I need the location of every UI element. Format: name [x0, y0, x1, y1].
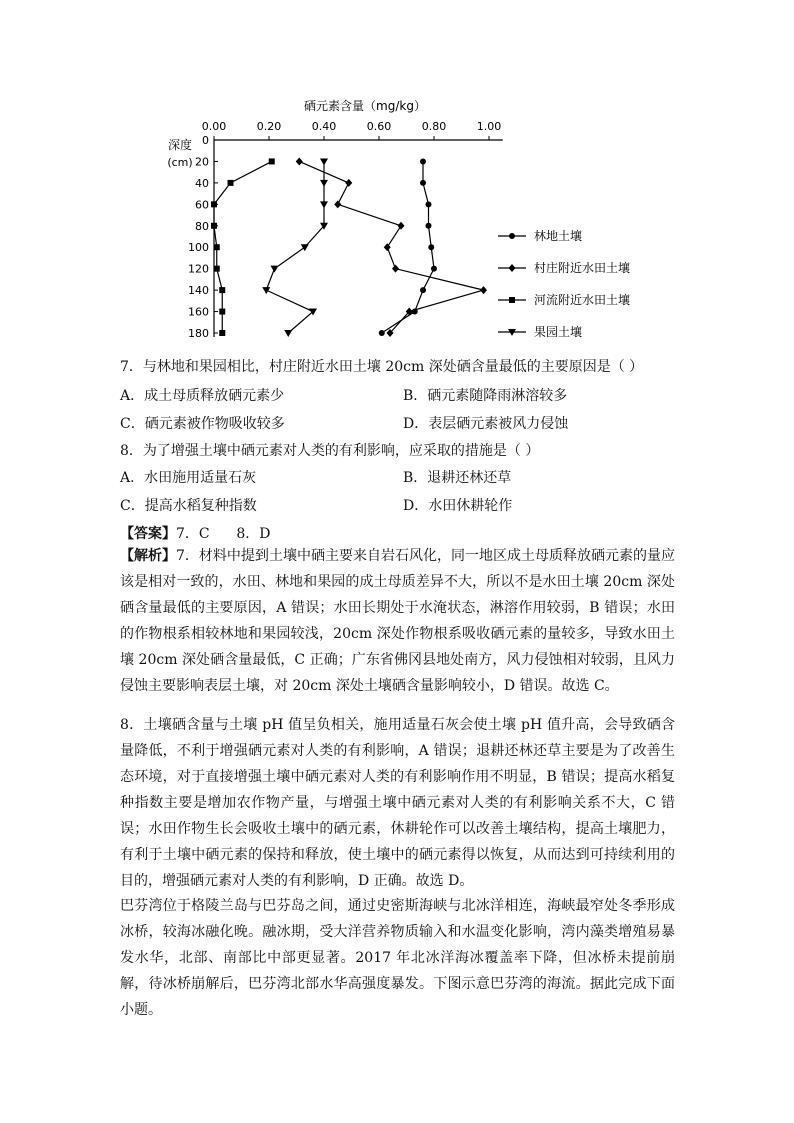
selenium-depth-chart — [150, 90, 650, 350]
answer-line — [120, 525, 270, 543]
data-point — [320, 158, 328, 165]
data-point — [320, 201, 328, 208]
y-tick-label: 60 — [195, 198, 209, 212]
series-3 — [211, 158, 275, 336]
legend-marker — [509, 233, 515, 239]
data-point — [211, 223, 217, 229]
series-4 — [262, 158, 328, 337]
data-point — [431, 266, 437, 272]
question-8-option-d: D．水田休耕轮作 — [403, 498, 513, 514]
x-tick-label: 0.60 — [366, 120, 392, 133]
question-7-stem: 7．与林地和果园相比，村庄附近水田土壤 20cm 深处硒含量最低的主要原因是（ ） — [120, 359, 644, 375]
data-point — [428, 244, 434, 250]
y-tick-label: 20 — [195, 155, 209, 169]
y-tick-label: 40 — [195, 176, 209, 190]
y-tick-label: 160 — [188, 305, 209, 319]
question-7-option-c: C．硒元素被作物吸收较多 — [120, 416, 285, 432]
data-point — [228, 180, 234, 186]
legend-label: 果园土壤 — [534, 325, 583, 339]
data-point — [219, 287, 225, 293]
x-tick-label: 0.20 — [256, 120, 282, 133]
question-8-option-b: B．退耕还林还草 — [403, 470, 512, 486]
series-line — [299, 161, 483, 333]
x-tick-label: 1.00 — [476, 120, 502, 133]
y-axis-unit: (cm) — [167, 156, 193, 169]
legend-marker — [509, 297, 515, 303]
legend-item-3 — [498, 292, 630, 307]
question-8-option-a: A．水田施用适量石灰 — [120, 470, 257, 486]
data-point — [271, 266, 279, 273]
data-point — [392, 265, 399, 273]
legend-item-4 — [498, 324, 582, 339]
series-line — [266, 161, 324, 333]
question-7-option-d: D．表层硒元素被风力侵蚀 — [403, 416, 569, 432]
passage-baffin-bay: 巴芬湾位于格陵兰岛与巴芬岛之间，通过史密斯海峡与北冰洋相连，海峡最窄处冬季形成冰桥，较海冰融化晚。融冰期，受大洋营养物质输入和水温变化影响，湾内藻类增殖易暴发水华，北部、南部比中部更显著。2017 年北冰洋海冰覆盖率下降，但冰桥未提前崩解，待冰桥崩解后，巴芬湾北部水华高强度暴发。下图示意巴芬湾的海流。据此完成下面小题。 — [120, 898, 675, 1018]
data-point — [214, 244, 220, 250]
answer-text: 7．C 8．D — [176, 526, 271, 542]
analysis-q8: 8．土壤硒含量与土壤 pH 值呈负相关，施用适量石灰会使土壤 pH 值升高，会导致硒含量降低，不利于增强硒元素对人类的有利影响，A 错误；退耕还林还草主要是为了改善生态环境，对于直接增强土壤中硒元素对人类的有利影响作用不明显，B 错误；提高水稻复种指数主要是增加农作物产量，与增强土壤中硒元素对人类的有利影响关系不大，C 错误；水田作物生长会吸收土壤中的硒元素，休耕轮作可以改善土壤结构，提高土壤肥力，有利于土壤中硒元素的保持和释放，使土壤中的硒元素得以恢复，从而达到可持续利用的目的，增强硒元素对人类的有利影响，D 正确。故选 D。 — [120, 717, 675, 889]
data-point — [219, 309, 225, 315]
data-point — [284, 330, 292, 337]
y-axis-title: 深度 — [167, 138, 193, 152]
legend-label: 河流附近水田土壤 — [534, 293, 631, 307]
data-point — [426, 201, 432, 207]
analysis-q7 — [120, 543, 675, 699]
y-tick-label: 180 — [188, 327, 209, 340]
data-point — [334, 200, 341, 208]
data-point — [420, 180, 426, 186]
data-point — [296, 157, 303, 165]
data-point — [211, 201, 217, 207]
question-7-option-b: B．硒元素随降雨淋溶较多 — [403, 388, 568, 404]
data-point — [219, 330, 225, 336]
data-point — [480, 286, 487, 294]
data-point — [420, 287, 426, 293]
y-tick-label: 80 — [195, 219, 209, 233]
analysis-q7-text: 7．材料中提到土壤中硒主要来自岩石风化，同一地区成土母质释放硒元素的量应该是相对一致的，水田、林地和果园的成土母质差异不大，所以不是水田土壤 20cm 深处硒含量最低的主要原因，A 错误；水田长期处于水淹状态，淋溶作用较弱，B 错误；水田的作物根系相较林地和果园较浅，20cm 深处作物根系吸收硒元素的量较多，导致水田土壤 20cm 深处硒含量最低，C 正确；广东省佛冈县地处南方，风力侵蚀相对较弱，且风力侵蚀主要影响表层土壤，对 20cm 深处土壤硒含量影响较小，D 错误。故选 C。 — [120, 548, 676, 694]
question-8-option-c: C．提高水稻复种指数 — [120, 498, 257, 514]
chart-title: 硒元素含量（mg/kg） — [304, 99, 426, 113]
y-tick-label: 140 — [188, 284, 209, 298]
data-point — [262, 287, 270, 294]
analysis-label: 【解析】 — [120, 548, 177, 564]
legend-label: 林地土壤 — [534, 229, 583, 243]
x-tick-label: 0.80 — [421, 120, 447, 133]
x-tick-label: 0.00 — [201, 120, 227, 133]
data-point — [214, 266, 220, 272]
legend-item-1 — [498, 228, 582, 243]
legend-label: 村庄附近水田土壤 — [534, 261, 631, 275]
data-point — [426, 223, 432, 229]
question-8-stem: 8．为了增强土壤中硒元素对人类的有利影响，应采取的措施是（ ） — [120, 443, 540, 459]
y-tick-label: 100 — [188, 241, 209, 255]
series-line — [214, 161, 272, 333]
data-point — [379, 330, 385, 336]
data-point — [420, 158, 426, 164]
answer-label: 【答案】 — [120, 526, 176, 542]
legend-marker — [509, 264, 516, 272]
y-tick-label: 0 — [202, 134, 209, 147]
question-7-option-a: A．成土母质释放硒元素少 — [120, 388, 285, 404]
y-tick-label: 120 — [188, 262, 209, 276]
data-point — [269, 158, 275, 164]
x-tick-label: 0.40 — [311, 120, 337, 133]
data-point — [345, 179, 352, 187]
data-point — [301, 244, 309, 251]
data-point — [320, 180, 328, 187]
legend-item-2 — [498, 260, 630, 275]
